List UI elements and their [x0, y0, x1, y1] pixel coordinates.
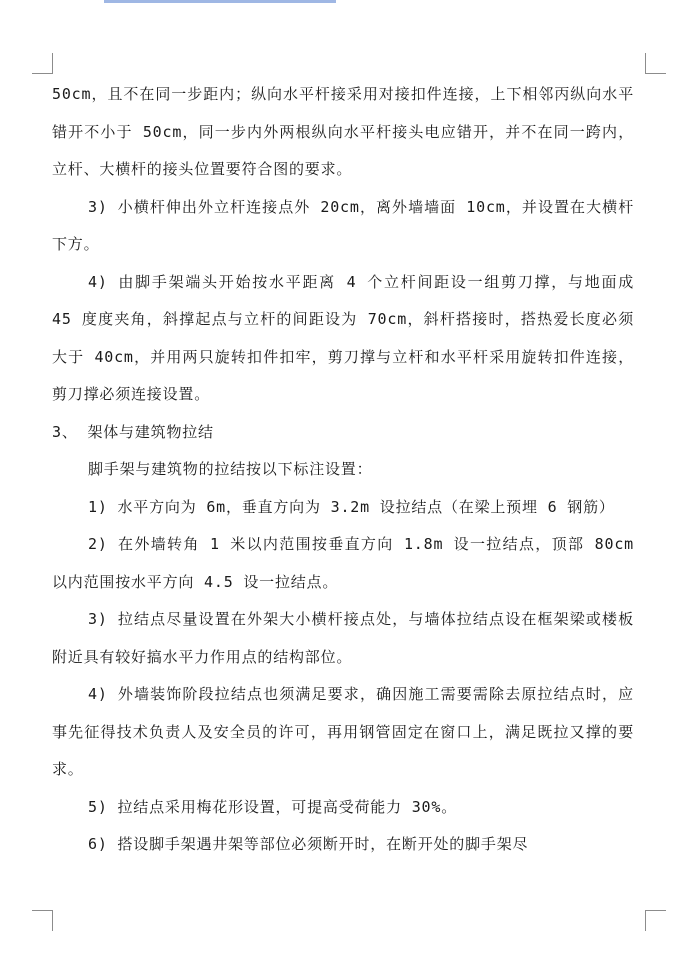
document-body: [52, 76, 634, 864]
section-heading: 3、 架体与建筑物拉结: [52, 422, 214, 441]
selection-highlight-bar: [104, 0, 336, 3]
margin-mark-bottom-right: [645, 910, 666, 931]
paragraph: 1) 水平方向为 6m，垂直方向为 3.2m 设拉结点（在梁上预埋 6 钢筋）: [88, 497, 615, 516]
paragraph: 6) 搭设脚手架遇井架等部位必须断开时，在断开处的脚手架尽: [88, 835, 529, 853]
paragraph: 脚手架与建筑物的拉结按以下标注设置：: [88, 460, 373, 478]
paragraph: 3) 拉结点尽量设置在外架大小横杆接点处，与墙体拉结点设在框架梁或楼板附近具有较好搞水平力作用点的结构部位。: [52, 610, 634, 666]
paragraph: 4) 外墙装饰阶段拉结点也须满足要求，确因施工需要需除去原拉结点时，应事先征得技术负责人及安全员的许可，再用钢管固定在窗口上，满足既拉又撑的要求。: [52, 685, 634, 778]
paragraph: 3) 小横杆伸出外立杆连接点外 20cm，离外墙墙面 10cm，并设置在大横杆下方。: [52, 197, 634, 253]
margin-mark-top-right: [645, 53, 666, 74]
paragraph: 50cm，且不在同一步距内；纵向水平杆接采用对接扣件连接，上下相邻丙纵向水平错开不小于 50cm，同一步内外两根纵向水平杆接头电应错开，并不在同一跨内，立杆、大横杆的接头位置要符合图的要求。: [52, 85, 634, 178]
paragraph: 4) 由脚手架端头开始按水平距离 4 个立杆间距设一组剪刀撑，与地面成 45 度度夹角，斜撑起点与立杆的间距设为 70cm，斜杆搭接时，搭热爱长度必须大于 40cm，并用两只旋转扣件扣牢，剪刀撑与立杆和水平杆采用旋转扣件连接，剪刀撑必须连接设置。: [52, 272, 634, 403]
margin-mark-bottom-left: [32, 910, 53, 931]
margin-mark-top-left: [32, 53, 53, 74]
paragraph: 5) 拉结点采用梅花形设置，可提高受荷能力 30%。: [88, 797, 458, 816]
paragraph: 2) 在外墙转角 1 米以内范围按垂直方向 1.8m 设一拉结点，顶部 80cm 以内范围按水平方向 4.5 设一拉结点。: [52, 535, 634, 591]
